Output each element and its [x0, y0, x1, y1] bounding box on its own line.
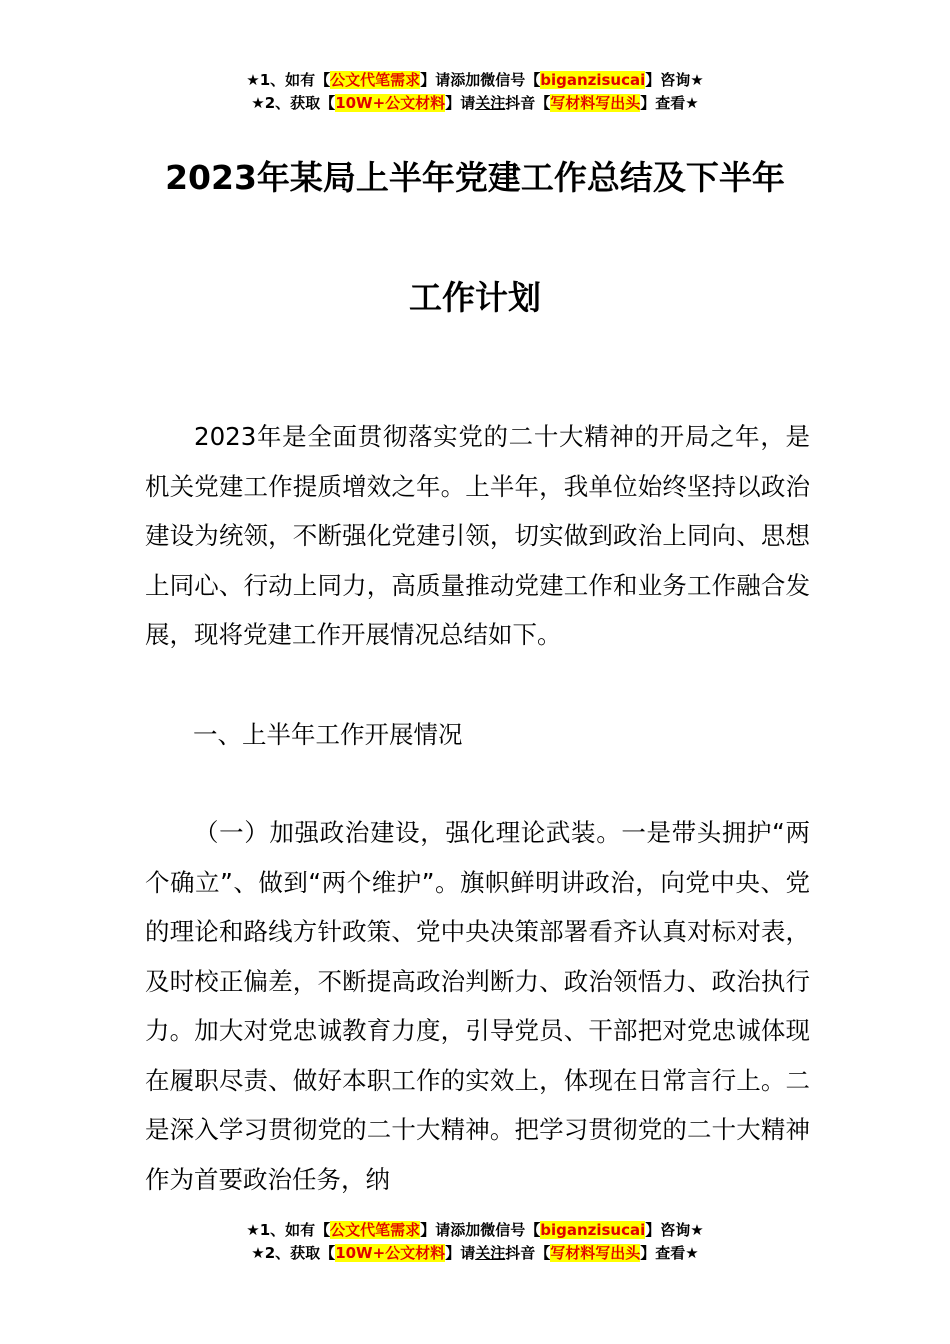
section-1-paragraph-1: （一）加强政治建设，强化理论武装。一是带头拥护“两个确立”、做到“两个维护”。旗帜鲜明讲政治，向党中央、党的理论和路线方针政策、党中央决策部署看齐认真对标对表，及时校正偏差，不断提高政治判断力、政治领悟力、政治执行力。加大对党忠诚教育力度，引导党员、干部把对党忠诚体现在履职尽责、做好本职工作的实效上，体现在日常言行上。二是深入学习贯彻党的二十大精神。把学习贯彻党的二十大精神作为首要政治任务，纳 [145, 818, 810, 1194]
intro-paragraph: 2023年是全面贯彻落实党的二十大精神的开局之年，是机关党建工作提质增效之年。上半年，我单位始终坚持以政治建设为统领，不断强化党建引领，切实做到政治上同向、思想上同心、行动上同力，高质量推动党建工作和业务工作融合发展，现将党建工作开展情况总结如下。 [145, 422, 810, 649]
banner-highlight-materials: 10W+公文材料 [335, 1244, 446, 1262]
top-banner [0, 69, 950, 115]
banner-highlight-materials: 10W+公文材料 [335, 94, 446, 112]
banner-line-2: ★2、获取【10W+公文材料】请关注抖音【写材料写出头】查看★ [251, 1244, 699, 1262]
banner-highlight-wechat-id: biganzisucai [540, 71, 646, 89]
banner-line-2: ★2、获取【10W+公文材料】请关注抖音【写材料写出头】查看★ [251, 94, 699, 112]
bottom-banner [0, 1219, 950, 1265]
banner-highlight-service: 公文代笔需求 [330, 1221, 421, 1239]
section-heading-1: 一、上半年工作开展情况 [193, 720, 463, 749]
document-title-line-2: 工作计划 [409, 278, 541, 317]
banner-highlight-douyin: 写材料写出头 [550, 1244, 641, 1262]
banner-highlight-service: 公文代笔需求 [330, 71, 421, 89]
banner-highlight-douyin: 写材料写出头 [550, 94, 641, 112]
banner-highlight-wechat-id: biganzisucai [540, 1221, 646, 1239]
banner-line-1: ★1、如有【公文代笔需求】请添加微信号【biganzisucai】咨询★ [246, 1221, 704, 1239]
document-title-line-1: 2023年某局上半年党建工作总结及下半年 [165, 158, 785, 197]
banner-line-1: ★1、如有【公文代笔需求】请添加微信号【biganzisucai】咨询★ [246, 71, 704, 89]
